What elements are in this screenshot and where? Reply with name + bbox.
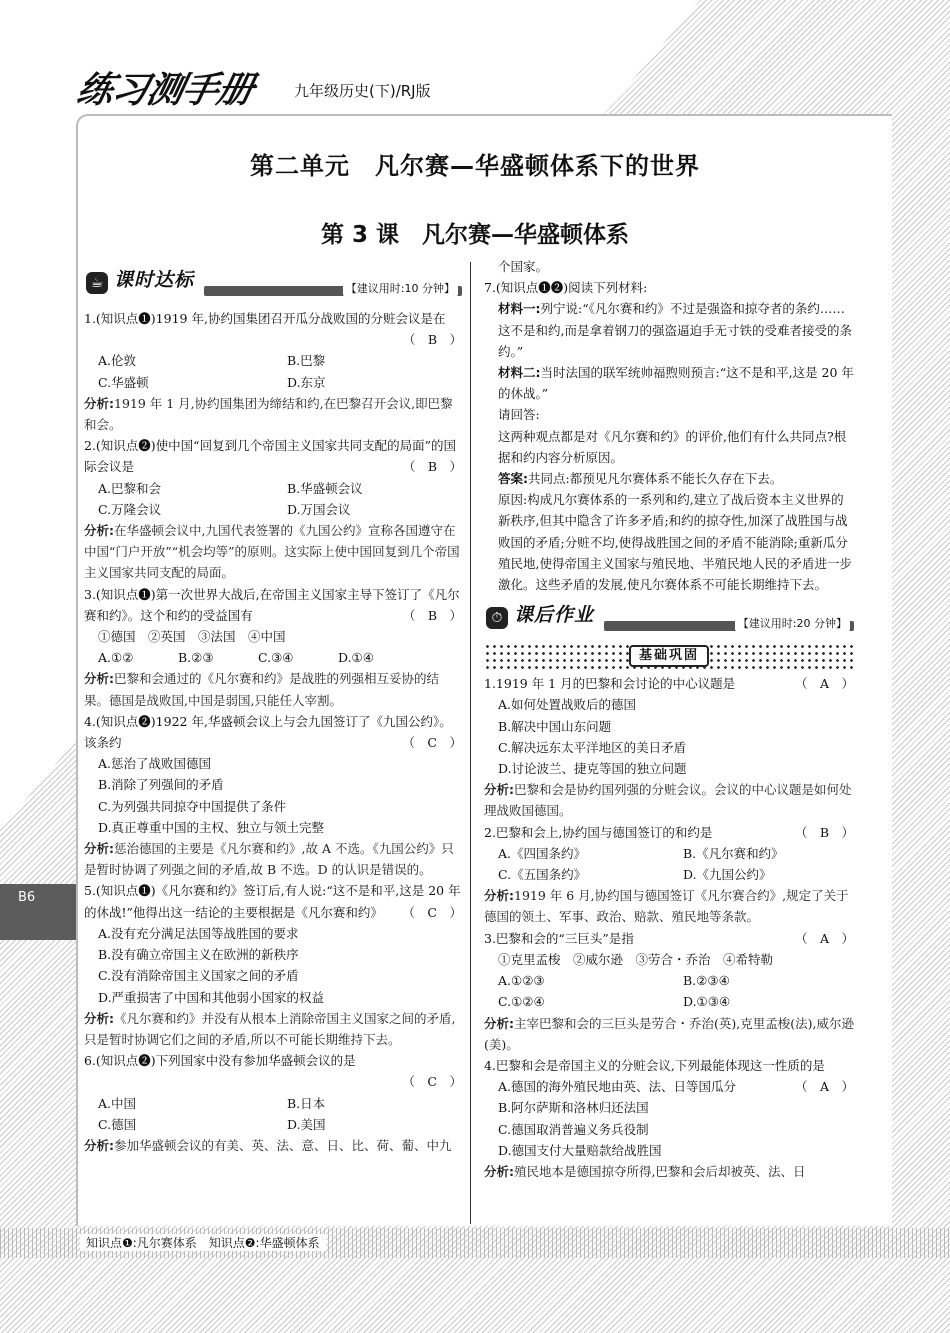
question-stem: 2.巴黎和会上,协约国与德国签订的和约是 bbox=[484, 824, 713, 840]
question-4 bbox=[84, 711, 462, 881]
knowledge-point-footer bbox=[0, 1228, 950, 1258]
right-column bbox=[484, 256, 854, 1182]
page-tab bbox=[0, 884, 76, 940]
options-row bbox=[84, 1093, 462, 1114]
option-d: D.讨论波兰、捷克等国的独立问题 bbox=[498, 761, 687, 777]
answer-choice: （ A ） bbox=[794, 676, 854, 692]
option-b: B.没有确立帝国主义在欧洲的新秩序 bbox=[98, 947, 299, 963]
options-row bbox=[84, 478, 462, 499]
option-d: D.①③④ bbox=[683, 994, 731, 1010]
items-list: ①德国 ②英国 ③法国 ④中国 bbox=[98, 629, 286, 645]
options-row bbox=[84, 372, 462, 393]
option-c: C.德国取消普遍义务兵役制 bbox=[498, 1121, 649, 1137]
option-c: C.为列强共同掠夺中国提供了条件 bbox=[98, 798, 287, 814]
hw-question-1 bbox=[484, 673, 854, 821]
analysis: 分析:巴黎和会通过的《凡尔赛和约》是战胜的列强相互妥协的结果。德国是战败国,中国是弱国,只能任人宰割。 bbox=[84, 671, 440, 708]
answer-choice: （ B ） bbox=[402, 607, 462, 623]
question-stem: 1.(知识点❶)1919 年,协约国集团召开瓜分战败国的分赃会议是在 bbox=[84, 311, 446, 326]
option-d: D.德国支付大量赔款给战胜国 bbox=[498, 1142, 662, 1158]
unit-title: 第二单元 凡尔赛—华盛顿体系下的世界 bbox=[250, 152, 700, 180]
sub-banner-label: 基础巩固 bbox=[629, 645, 709, 667]
analysis: 分析:《凡尔赛和约》并没有从根本上消除帝国主义国家之间的矛盾,只是暂时协调它们之间的矛盾,所以不可能长期维持下去。 bbox=[84, 1010, 456, 1047]
section-title: 课后作业 bbox=[514, 604, 595, 627]
option-b: B.解决中国山东问题 bbox=[498, 718, 612, 734]
page-header bbox=[73, 62, 498, 111]
options-row bbox=[84, 499, 462, 520]
option-c: C.华盛顿 bbox=[98, 374, 149, 390]
question-stem: 7.(知识点❶❷)阅读下列材料: bbox=[484, 280, 648, 296]
section-title: 课时达标 bbox=[114, 269, 195, 291]
options-row bbox=[484, 864, 854, 885]
option-b: B.②③④ bbox=[683, 973, 730, 989]
page-number: B6 bbox=[18, 890, 36, 905]
analysis: 分析:惩治德国的主要是《凡尔赛和约》,故 A 不选。《九国公约》只是暂时协调了列强之间的矛盾,故 B 不选。D 的认识是错误的。 bbox=[84, 841, 454, 878]
option-a: A.没有充分满足法国等战胜国的要求 bbox=[98, 925, 299, 941]
question-3 bbox=[84, 584, 462, 711]
question-1 bbox=[84, 308, 462, 435]
material-2: 材料二:当时法国的联军统帅福煦则预言:“这不是和平,这是 20 年的休战。” bbox=[498, 365, 854, 402]
answer-choice: （ B ） bbox=[402, 459, 462, 475]
grade-label: 九年级历史(下)/RJ版 bbox=[294, 82, 431, 100]
answer-choice: （ B ） bbox=[794, 824, 854, 840]
section-header-classwork bbox=[84, 268, 462, 304]
book-logo: 练习测手册 bbox=[73, 70, 257, 111]
option-a: A.德国的海外殖民地由英、法、日等国瓜分 bbox=[498, 1079, 737, 1095]
section-header-homework bbox=[484, 603, 854, 639]
question-stem: 6.(知识点❷)下列国家中没有参加华盛顿会议的是 bbox=[84, 1053, 356, 1069]
question-5 bbox=[84, 880, 462, 1050]
analysis: 分析:在华盛顿会议中,九国代表签署的《九国公约》宣称各国遵守在中国“门户开放”“机会均等”的原则。这实际上使中国回复到几个帝国主义国家共同支配的局面。 bbox=[84, 523, 460, 581]
option-b: B.《凡尔赛和约》 bbox=[683, 845, 784, 861]
option-c: C.③④ bbox=[258, 650, 294, 666]
material-1: 材料一:列宁说:“《凡尔赛和约》不过是强盗和掠夺者的条约……这不是和约,而是拿着钢刀的强盗逼迫手无寸铁的受难者接受的条约。” bbox=[498, 301, 852, 359]
analysis: 分析:巴黎和会是协约国列强的分赃会议。会议的中心议题是如何处理战败国德国。 bbox=[484, 782, 852, 819]
answer-choice: （ C ） bbox=[402, 904, 462, 920]
question-stem: 4.(知识点❷)1922 年,华盛顿会议上与会九国签订了《九国公约》。该条约 bbox=[84, 713, 452, 751]
option-b: B.巴黎 bbox=[287, 353, 326, 369]
suggested-time: 【建议用时:10 分钟】 bbox=[343, 281, 458, 297]
option-b: B.日本 bbox=[287, 1095, 326, 1111]
answer-choice: （ C ） bbox=[402, 1074, 462, 1090]
option-c: C.德国 bbox=[98, 1116, 137, 1132]
option-d: D.万国会议 bbox=[287, 501, 351, 517]
hw-question-4 bbox=[484, 1055, 854, 1182]
option-d: D.《九国公约》 bbox=[683, 867, 772, 883]
answer-choice: （ B ） bbox=[402, 332, 462, 348]
column-divider bbox=[470, 262, 471, 1224]
option-d: D.东京 bbox=[287, 374, 326, 390]
option-b: B.阿尔萨斯和洛林归还法国 bbox=[498, 1100, 649, 1116]
continued-text: 个国家。 bbox=[498, 259, 549, 274]
lesson-title: 第 3 课 凡尔赛—华盛顿体系 bbox=[320, 222, 630, 248]
question-stem: 3.(知识点❶)第一次世界大战后,在帝国主义国家主导下签订了《凡尔赛和约》。这个和约的受益国有 bbox=[84, 586, 460, 623]
sub-question: 这两种观点都是对《凡尔赛和约》的评价,他们有什么共同点?根据和约内容分析原因。 bbox=[498, 428, 847, 465]
options-row bbox=[484, 843, 854, 864]
analysis: 分析:主宰巴黎和会的三巨头是劳合・乔治(英),克里孟梭(法),威尔逊(美)。 bbox=[484, 1015, 854, 1052]
option-d: D.①④ bbox=[338, 650, 374, 666]
answer: 答案:共同点:都预见凡尔赛体系不能长久存在下去。 bbox=[498, 471, 783, 487]
option-a: A.中国 bbox=[98, 1095, 137, 1111]
option-a: A.《四国条约》 bbox=[498, 845, 587, 861]
question-stem: 1.1919 年 1 月的巴黎和会讨论的中心议题是 bbox=[484, 676, 736, 692]
option-c: C.解决远东太平洋地区的美日矛盾 bbox=[498, 739, 687, 755]
options-row bbox=[84, 647, 462, 668]
option-a: A.①② bbox=[98, 650, 134, 666]
hw-question-3 bbox=[484, 928, 854, 1055]
option-c: C.①②④ bbox=[498, 994, 545, 1010]
analysis: 分析:殖民地本是德国掠夺所得,巴黎和会后却被英、法、日 bbox=[484, 1163, 806, 1179]
answer-choice: （ A ） bbox=[794, 1079, 854, 1095]
hw-question-2 bbox=[484, 822, 854, 928]
option-a: A.巴黎和会 bbox=[98, 480, 162, 496]
items-list: ①克里孟梭 ②威尔逊 ③劳合・乔治 ④希特勒 bbox=[498, 951, 774, 967]
analysis: 分析:1919 年 6 月,协约国与德国签订《凡尔赛合约》,规定了关于德国的领土、军事、政治、赔款、殖民地等条款。 bbox=[484, 888, 849, 925]
answer-choice: （ C ） bbox=[402, 735, 462, 751]
question-stem: 3.巴黎和会的“三巨头”是指 bbox=[484, 930, 634, 946]
clock-icon: ⏱ bbox=[486, 607, 508, 629]
option-a: A.①②③ bbox=[498, 973, 545, 989]
option-b: B.华盛顿会议 bbox=[287, 480, 363, 496]
question-stem: 2.(知识点❷)使中国“回复到几个帝国主义国家共同支配的局面”的国际会议是 bbox=[84, 438, 456, 475]
analysis: 分析:参加华盛顿会议的有美、英、法、意、日、比、荷、葡、中九 bbox=[84, 1137, 452, 1153]
footer-text: 知识点❶:凡尔赛体系 知识点❷:华盛顿体系 bbox=[80, 1234, 326, 1251]
question-2 bbox=[84, 435, 462, 583]
question-6 bbox=[84, 1050, 462, 1156]
option-d: D.美国 bbox=[287, 1116, 326, 1132]
question-7 bbox=[484, 277, 854, 595]
analysis: 分析:1919 年 1 月,协约国集团为缔结和约,在巴黎召开会议,即巴黎和会。 bbox=[84, 395, 453, 433]
sub-banner bbox=[484, 643, 854, 669]
option-a: A.惩治了战败国德国 bbox=[98, 756, 212, 772]
option-a: A.伦敦 bbox=[98, 353, 137, 369]
option-d: D.真正尊重中国的主权、独立与领土完整 bbox=[98, 819, 325, 835]
answer-reason: 原因:构成凡尔赛体系的一系列和约,建立了战后资本主义世界的新秩序,但其中隐含了许多矛盾;和约的掠夺性,加深了战胜国与战败国的矛盾;分赃不均,使得战胜国之间的矛盾不能消除;重新瓜分殖民地,使得帝国主义国家与殖民地、半殖民地人民的矛盾进一步激化。这些矛盾的发展,使凡尔赛体系不可能长期维持下去。 bbox=[498, 492, 852, 593]
cup-icon: ☕ bbox=[86, 272, 108, 294]
option-c: C.万隆会议 bbox=[98, 501, 162, 517]
option-a: A.如何处置战败后的德国 bbox=[498, 697, 637, 713]
question-stem: 4.巴黎和会是帝国主义的分赃会议,下列最能体现这一性质的是 bbox=[484, 1057, 825, 1073]
option-b: B.消除了列强间的矛盾 bbox=[98, 777, 224, 793]
options-row bbox=[484, 991, 854, 1012]
options-row bbox=[484, 970, 854, 991]
option-c: C.《五国条约》 bbox=[498, 867, 587, 883]
option-b: B.②③ bbox=[178, 650, 214, 666]
prompt: 请回答: bbox=[498, 407, 540, 423]
option-c: C.没有消除帝国主义国家之间的矛盾 bbox=[98, 968, 299, 984]
left-column bbox=[84, 268, 462, 1156]
question-stem: 5.(知识点❶)《凡尔赛和约》签订后,有人说:“这不是和平,这是 20 年的休战!”他得出这一结论的主要根据是《凡尔赛和约》 bbox=[84, 883, 461, 920]
suggested-time: 【建议用时:20 分钟】 bbox=[735, 616, 850, 632]
options-row bbox=[84, 1114, 462, 1135]
option-d: D.严重损害了中国和其他弱小国家的权益 bbox=[98, 989, 325, 1005]
answer-choice: （ A ） bbox=[794, 930, 854, 946]
options-row bbox=[84, 350, 462, 371]
